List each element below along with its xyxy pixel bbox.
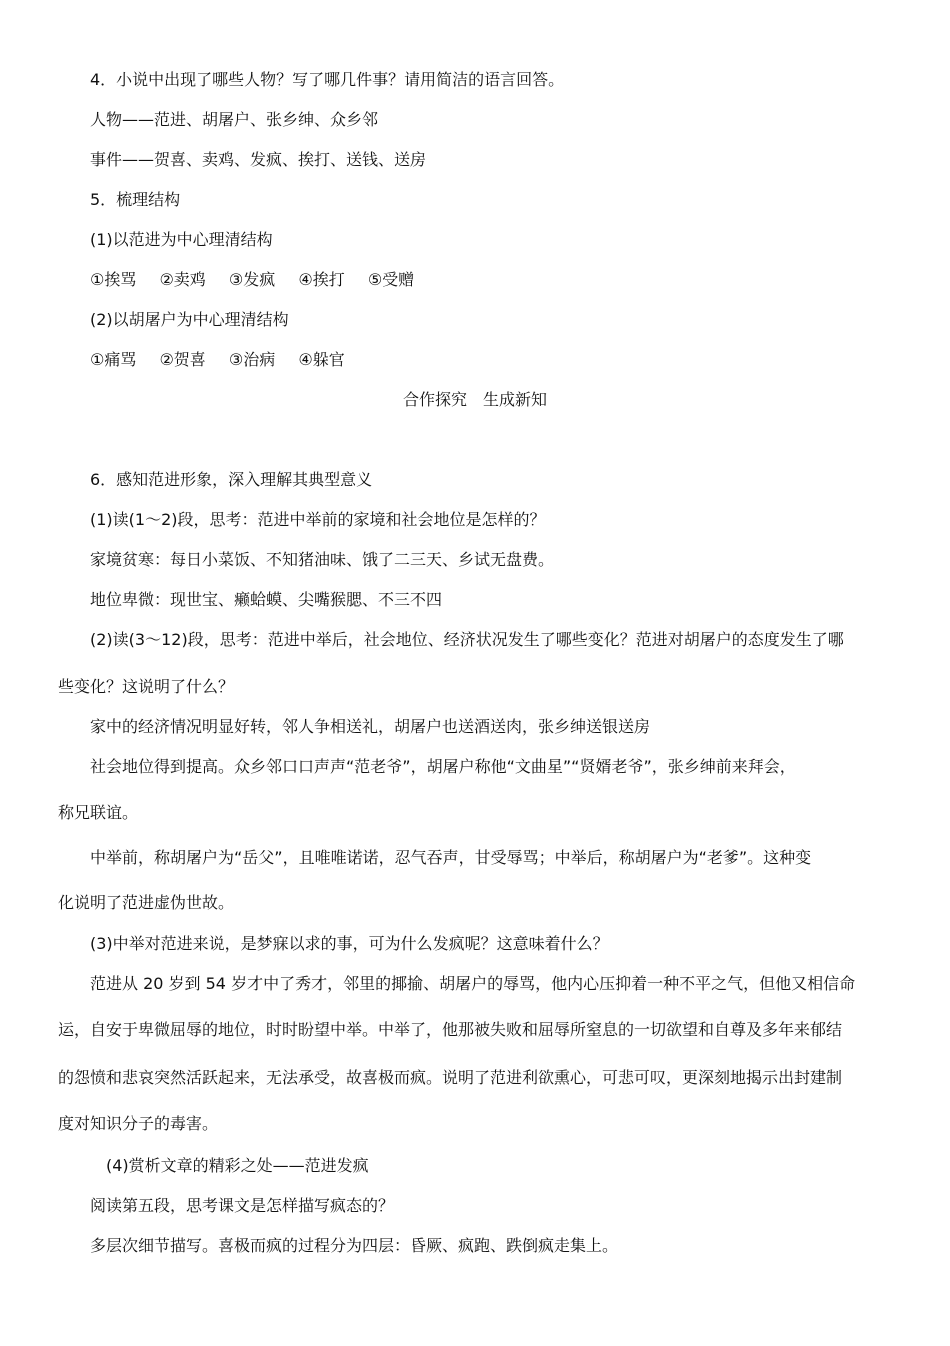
list-item: ①痛骂 xyxy=(90,350,137,369)
q6-p4-question: 阅读第五段，思考课文是怎样描写疯态的？ xyxy=(90,1196,395,1215)
q6-p2-question-line1: (2)读(3～12)段，思考：范进中举后，社会地位、经济状况发生了哪些变化？范进对胡屠户的态度发生了哪 xyxy=(90,630,844,649)
q6-p1-answer-status: 地位卑微：现世宝、癞蛤蟆、尖嘴猴腮、不三不四 xyxy=(90,590,443,609)
q6-p3-answer-line1: 范进从 20 岁到 54 岁才中了秀才，邻里的揶揄、胡屠户的辱骂，他内心压抑着一种不平之气，但他又相信命 xyxy=(90,974,856,993)
list-item: ②贺喜 xyxy=(159,350,206,369)
q4-characters: 人物——范进、胡屠户、张乡绅、众乡邻 xyxy=(90,110,379,129)
q6-p3-answer-line2: 运，自安于卑微屈辱的地位，时时盼望中举。中举了，他那被失败和屈辱所窒息的一切欲望和自尊及多年来郁结 xyxy=(58,1020,843,1039)
q6-p2-question-line2: 些变化？这说明了什么？ xyxy=(58,677,235,696)
q6-p4-answer: 多层次细节描写。喜极而疯的过程分为四层：昏厥、疯跑、跌倒疯走集上。 xyxy=(90,1236,619,1255)
q5-title: 5．梳理结构 xyxy=(90,190,181,209)
list-item: ⑤受赠 xyxy=(367,270,415,289)
q6-p2-answer-attitude-line2: 化说明了范进虚伪世故。 xyxy=(58,893,235,912)
q5-part2-items xyxy=(90,350,363,370)
q6-p1-answer-home: 家境贫寒：每日小菜饭、不知猪油味、饿了二三天、乡试无盘费。 xyxy=(90,550,555,569)
q5-part2-title: (2)以胡屠户为中心理清结构 xyxy=(90,310,289,329)
list-item: ③发疯 xyxy=(228,270,276,289)
q6-p2-answer-social-line2: 称兄联谊。 xyxy=(58,803,139,822)
q5-part1-title: (1)以范进为中心理清结构 xyxy=(90,230,273,249)
list-item: ③治病 xyxy=(228,350,276,369)
q6-p2-answer-econ: 家中的经济情况明显好转，邻人争相送礼，胡屠户也送酒送肉，张乡绅送银送房 xyxy=(90,717,651,736)
q4-events: 事件——贺喜、卖鸡、发疯、挨打、送钱、送房 xyxy=(90,150,427,169)
q4-question: 4．小说中出现了哪些人物？写了哪几件事？请用简洁的语言回答。 xyxy=(90,70,565,89)
q6-p3-answer-line4: 度对知识分子的毒害。 xyxy=(58,1114,219,1133)
q6-p4-title: (4)赏析文章的精彩之处——范进发疯 xyxy=(106,1156,369,1175)
q6-p3-question: (3)中举对范进来说，是梦寐以求的事，可为什么发疯呢？这意味着什么？ xyxy=(90,934,609,953)
q6-p2-answer-social-line1: 社会地位得到提高。众乡邻口口声声“范老爷”，胡屠户称他“文曲星”“贤婿老爷”，张乡绅前来拜会， xyxy=(90,757,796,776)
list-item: ②卖鸡 xyxy=(159,270,206,289)
list-item: ①挨骂 xyxy=(90,270,137,289)
q6-p3-answer-line3: 的怨愤和悲哀突然活跃起来，无法承受，故喜极而疯。说明了范进利欲熏心，可悲可叹，更深刻地揭示出封建制 xyxy=(58,1068,843,1087)
q5-part1-items xyxy=(90,270,432,290)
q6-title: 6．感知范进形象，深入理解其典型意义 xyxy=(90,470,373,489)
list-item: ④挨打 xyxy=(298,270,345,289)
section-heading: 合作探究 生成新知 xyxy=(402,390,547,409)
list-item: ④躲官 xyxy=(298,350,345,369)
q6-p2-answer-attitude-line1: 中举前，称胡屠户为“岳父”，且唯唯诺诺，忍气吞声，甘受辱骂；中举后，称胡屠户为“老爹”。这种变 xyxy=(90,848,812,867)
q6-p1-question: (1)读(1～2)段，思考：范进中举前的家境和社会地位是怎样的？ xyxy=(90,510,546,529)
